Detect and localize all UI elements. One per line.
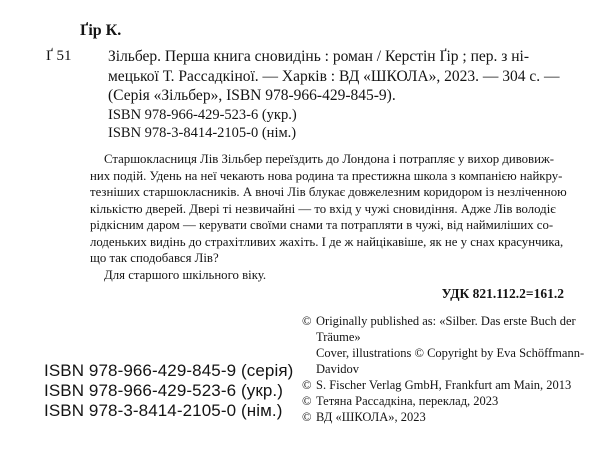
isbn-line: ISBN 978-966-429-523-6 (укр.) <box>108 107 297 123</box>
isbn-line: ISBN 978-3-8414-2105-0 (нім.) <box>108 125 297 141</box>
isbn-large-line: ISBN 978-3-8414-2105-0 (нім.) <box>44 401 283 420</box>
copyright-symbol: © <box>302 410 312 424</box>
copyright-text: S. Fischer Verlag GmbH, Frankfurt am Main, 2013 <box>316 378 572 392</box>
author-heading: Ґір К. <box>80 22 122 39</box>
copyright-text: Träume» <box>316 330 361 344</box>
copyright-line <box>302 409 426 425</box>
copyright-symbol: © <box>302 314 312 328</box>
copyright-text: ВД «ШКОЛА», 2023 <box>316 410 426 424</box>
copyright-text: Originally published as: «Silber. Das erste Buch der <box>316 314 576 328</box>
annotation-line: Старшокласниця Лів Зільбер переїздить до Лондона і потрапляє у вихор дивовиж- <box>104 152 555 166</box>
annotation-line: лоденьких видінь до страхітливих жахіть. І де ж найцікавіше, як не у снах красунчика, <box>90 234 564 249</box>
udk-code: УДК 821.112.2=161.2 <box>441 286 564 301</box>
copyright-symbol: © <box>302 394 312 408</box>
annotation-line: тезніших старшокласників. А вночі Лів блукає довжелезним коридором із незліченною <box>90 185 567 199</box>
copyright-line <box>302 393 498 409</box>
annotation-line: що так сподобався Лів? <box>90 251 219 265</box>
classification-code: Ґ 51 <box>46 48 72 64</box>
copyright-line <box>302 313 576 329</box>
copyright-line <box>302 361 359 377</box>
copyright-text: Davidov <box>316 362 360 376</box>
copyright-symbol: © <box>302 378 312 392</box>
bibliographic-line: (Серія «Зільбер», ISBN 978-966-429-845-9). <box>108 87 396 104</box>
bibliographic-line: мецької Т. Рассадкіної. — Харків : ВД «ШКОЛА», 2023. — 304 с. — <box>108 67 560 85</box>
isbn-large-line: ISBN 978-966-429-523-6 (укр.) <box>44 381 284 400</box>
isbn-large-line: ISBN 978-966-429-845-9 (серія) <box>44 361 294 380</box>
copyright-line <box>302 377 571 393</box>
reading-age-note: Для старшого шкільного віку. <box>104 267 267 282</box>
copyright-text: Тетяна Рассадкіна, переклад, 2023 <box>316 394 499 408</box>
annotation-line: них подій. Удень на неї чекають нова родина та престижна школа з компанією найкру- <box>90 168 563 183</box>
copyright-text: Cover, illustrations © Copyright by Eva Schöffmann- <box>316 346 585 360</box>
bibliographic-line: Зільбер. Перша книга сновидінь : роман / Керстін Ґір ; пер. з ні- <box>108 48 530 65</box>
copyright-line <box>302 329 361 345</box>
annotation-line: кількістю дверей. Двері ті незвичайні — то вхід у чужі сновидіння. Адже Лів володіє <box>90 201 556 216</box>
copyright-line <box>302 345 584 361</box>
annotation-line: рідкісним даром — керувати своїми снами та потрапляти в чужі, від наймиліших со- <box>90 218 554 232</box>
